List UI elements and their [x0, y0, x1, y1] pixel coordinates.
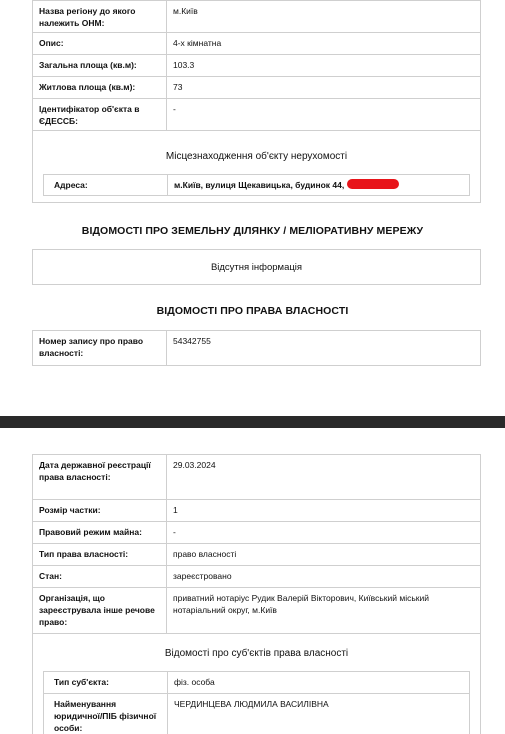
location-section	[33, 131, 480, 202]
row-value: ЧЕРДИНЦЕВА ЛЮДМИЛА ВАСИЛІВНА	[174, 699, 329, 709]
row-label: Загальна площа (кв.м):	[33, 55, 167, 76]
row-label: Розмір частки:	[33, 500, 167, 521]
table-row	[33, 566, 480, 588]
row-value: зареєстровано	[173, 571, 232, 581]
subjects-table	[43, 671, 470, 734]
location-title: Місцезнаходження об'єкту нерухомості	[165, 151, 348, 162]
row-value: 103.3	[173, 60, 195, 70]
row-value: -	[173, 104, 176, 114]
table-row	[33, 331, 480, 365]
table-row	[33, 500, 480, 522]
row-value: 73	[173, 82, 183, 92]
redaction-mark	[347, 179, 399, 189]
table-row	[33, 455, 480, 500]
row-label: Організація, що зареєструвала інше речове право:	[33, 588, 167, 633]
row-value: м.Київ	[173, 6, 198, 16]
address-value-cell	[168, 175, 469, 195]
land-section-title: ВІДОМОСТІ ПРО ЗЕМЕЛЬНУ ДІЛЯНКУ / МЕЛІОРАТИВНУ МЕРЕЖУ	[81, 225, 424, 237]
table-row	[33, 55, 480, 77]
document-page-2	[0, 428, 505, 733]
row-label: Тип права власності:	[33, 544, 167, 565]
row-label: Житлова площа (кв.м):	[33, 77, 167, 98]
ownership-section-title: ВІДОМОСТІ ПРО ПРАВА ВЛАСНОСТІ	[156, 305, 349, 317]
ownership-record-table	[32, 330, 481, 366]
row-label: Правовий режим майна:	[33, 522, 167, 543]
row-value: право власності	[173, 549, 237, 559]
table-row	[44, 672, 469, 694]
row-label: Номер запису про право власності:	[33, 331, 167, 365]
address-value: м.Київ, вулиця Щекавицька, будинок 44,	[174, 180, 345, 190]
table-row	[33, 588, 480, 634]
row-value: приватний нотаріус Рудик Валерій Вікторович, Київський міський нотаріальний округ, м.Київ	[173, 593, 429, 615]
row-label: Дата державної реєстрації права власності:	[33, 455, 167, 499]
no-info-text: Відсутня інформація	[210, 261, 303, 273]
subjects-section	[33, 634, 480, 734]
row-value: -	[173, 527, 176, 537]
row-label: Найменування юридичної/ПІБ фізичної особи:	[44, 694, 168, 734]
table-row	[33, 1, 480, 33]
subjects-title: Відомості про суб'єктів права власності	[164, 648, 349, 659]
row-value: 29.03.2024	[173, 460, 216, 470]
row-value: 4-х кімнатна	[173, 38, 222, 48]
table-row	[33, 33, 480, 55]
land-info-box	[32, 249, 481, 285]
row-label: Опис:	[33, 33, 167, 54]
address-label: Адреса:	[44, 175, 168, 195]
row-label: Ідентифікатор об'єкта в ЄДЕССБ:	[33, 99, 167, 130]
row-label: Назва регіону до якого належить ОНМ:	[33, 1, 167, 32]
row-label: Стан:	[33, 566, 167, 587]
table-row	[44, 175, 469, 195]
object-info-table	[32, 0, 481, 203]
table-row	[44, 694, 469, 734]
table-row	[33, 99, 480, 131]
table-row	[33, 77, 480, 99]
row-value: 1	[173, 505, 178, 515]
row-value: фіз. особа	[174, 677, 215, 687]
address-table	[43, 174, 470, 196]
rights-table	[32, 454, 481, 734]
row-label: Тип суб'єкта:	[44, 672, 168, 693]
row-value: 54342755	[173, 336, 211, 346]
table-row	[33, 544, 480, 566]
table-row	[33, 522, 480, 544]
page-separator	[0, 416, 505, 428]
